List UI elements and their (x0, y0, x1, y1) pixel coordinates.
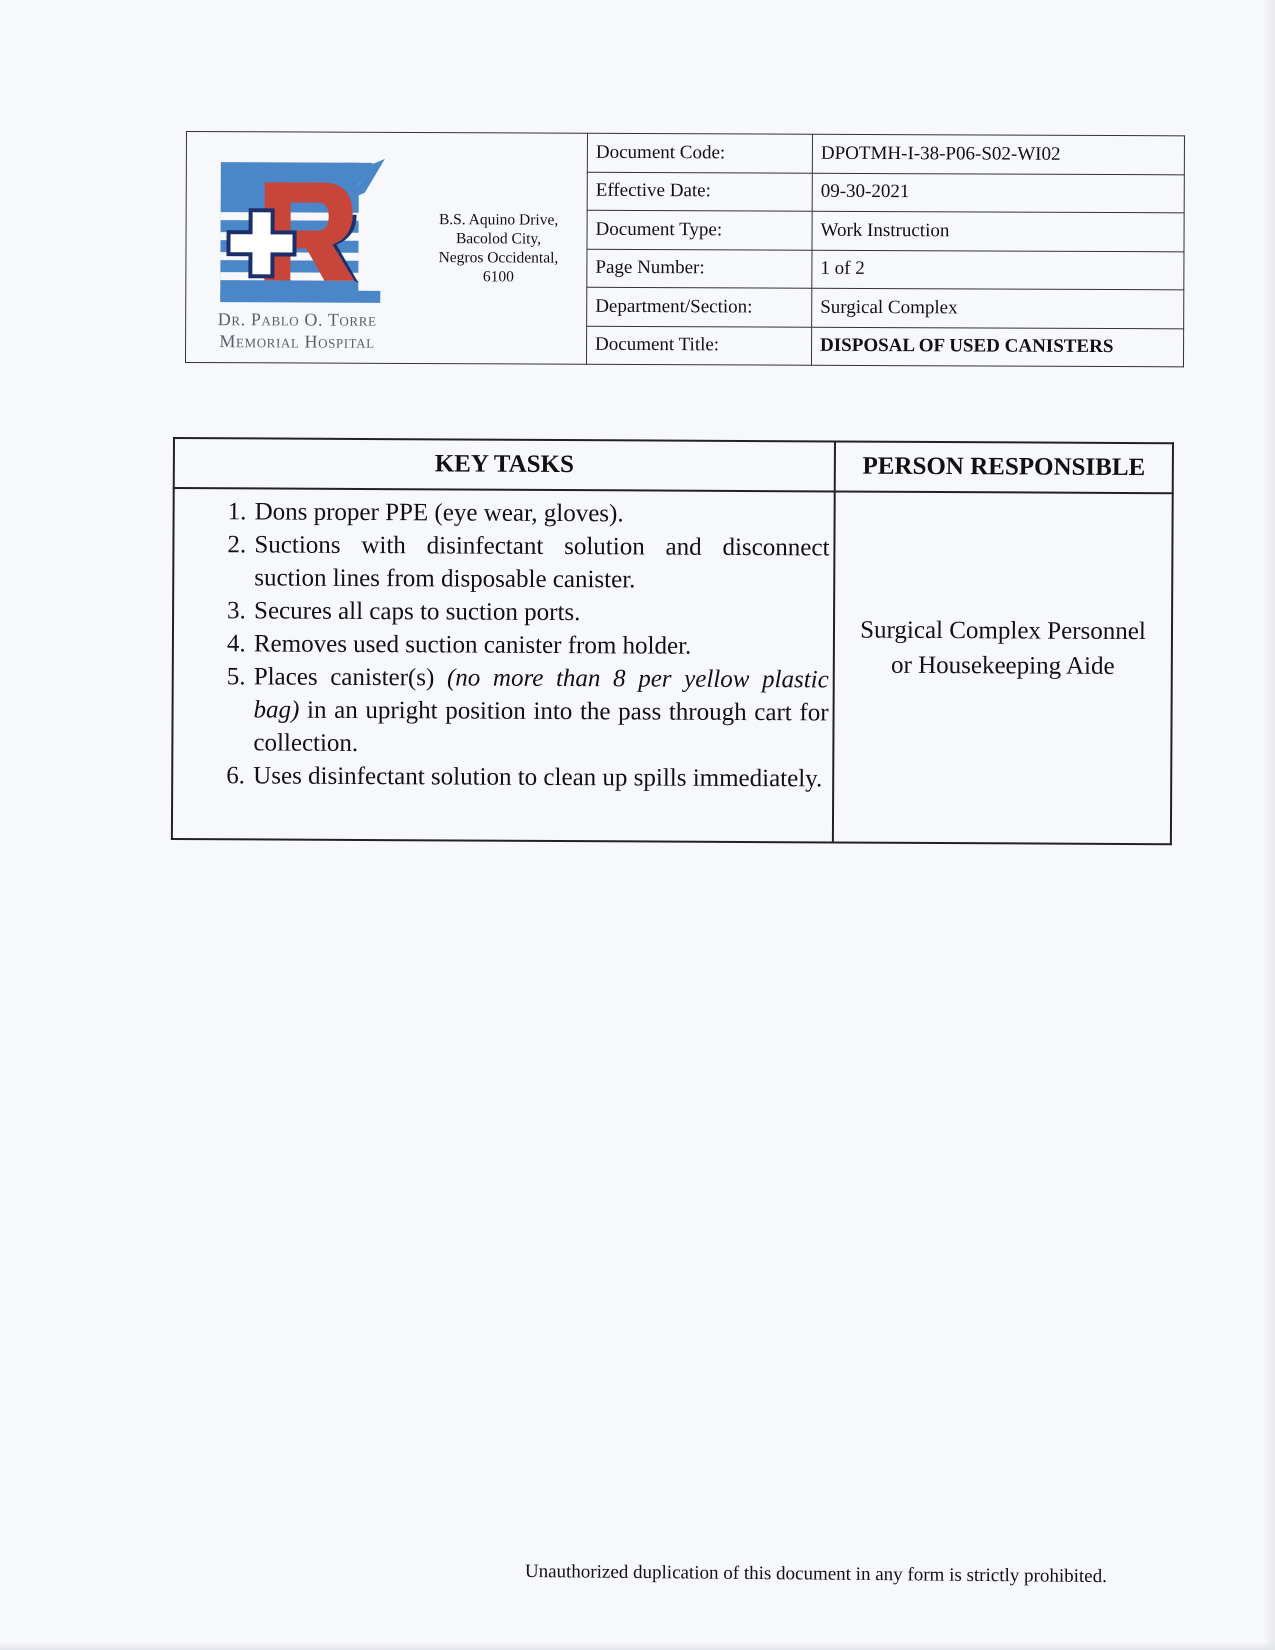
hospital-name-line2: Memorial Hospital (219, 331, 375, 352)
address-line: B.S. Aquino Drive, (438, 211, 559, 229)
footer-notice: Unauthorized duplication of this document in any form is strictly prohibited. (524, 1561, 1108, 1588)
department-label: Department/Section: (587, 287, 812, 326)
document-header (185, 131, 1185, 367)
hospital-name (192, 308, 402, 353)
key-tasks-header: KEY TASKS (174, 438, 835, 491)
logo-cell (185, 132, 411, 364)
task-item: 3. Secures all caps to suction ports. (252, 594, 829, 630)
person-responsible-header: PERSON RESPONSIBLE (835, 441, 1173, 493)
address-cell (410, 132, 588, 364)
document-type-value: Work Instruction (812, 211, 1184, 251)
department-value: Surgical Complex (812, 288, 1184, 328)
task-item: 4. Removes used suction canister from holder. (252, 627, 829, 663)
page-number-value: 1 of 2 (812, 250, 1184, 290)
scan-edge (0, 1642, 1275, 1650)
task-item: 6. Uses disinfectant solution to clean up spills immediately. (251, 759, 828, 795)
tasks-list (173, 495, 830, 795)
key-tasks-section (171, 437, 1174, 845)
address-line: 6100 (482, 268, 514, 286)
header-table (185, 131, 1185, 367)
person-line: or Housekeeping Aide (890, 651, 1115, 680)
person-line: Surgical Complex Personnel (860, 616, 1146, 645)
address-line: Negros Occidental, (438, 249, 559, 267)
page-number-label: Page Number: (587, 249, 812, 288)
hospital-name-line1: Dr. Pablo O. Torre (217, 309, 377, 330)
person-responsible-cell (833, 491, 1173, 844)
task-item: 1. Dons proper PPE (eye wear, gloves). (253, 495, 830, 531)
tasks-cell (172, 488, 835, 842)
document-code-value: DPOTMH-I-38-P06-S02-WI02 (812, 134, 1184, 174)
key-tasks-table (171, 437, 1174, 845)
effective-date-value: 09-30-2021 (812, 173, 1184, 213)
document-title-label: Document Title: (586, 326, 811, 365)
document-title-value: DISPOSAL OF USED CANISTERS (811, 327, 1183, 367)
hospital-r-cross-logo-icon (194, 140, 405, 306)
task-item: 2. Suctions with disinfectant solution and disconnect suction lines from disposable canister. (252, 528, 829, 597)
effective-date-label: Effective Date: (587, 172, 812, 211)
task-italic-note: (no more than 8 per yellow plastic bag) (253, 664, 829, 724)
task-item: 5. Places canister(s) (no more than 8 per yellow plastic bag) in an upright position into the pass through cart for collection. (251, 660, 829, 762)
document-code-label: Document Code: (587, 133, 812, 172)
address-line: Bacolod City, (455, 230, 542, 248)
document-type-label: Document Type: (587, 210, 812, 249)
scan-edge (1263, 0, 1275, 1650)
